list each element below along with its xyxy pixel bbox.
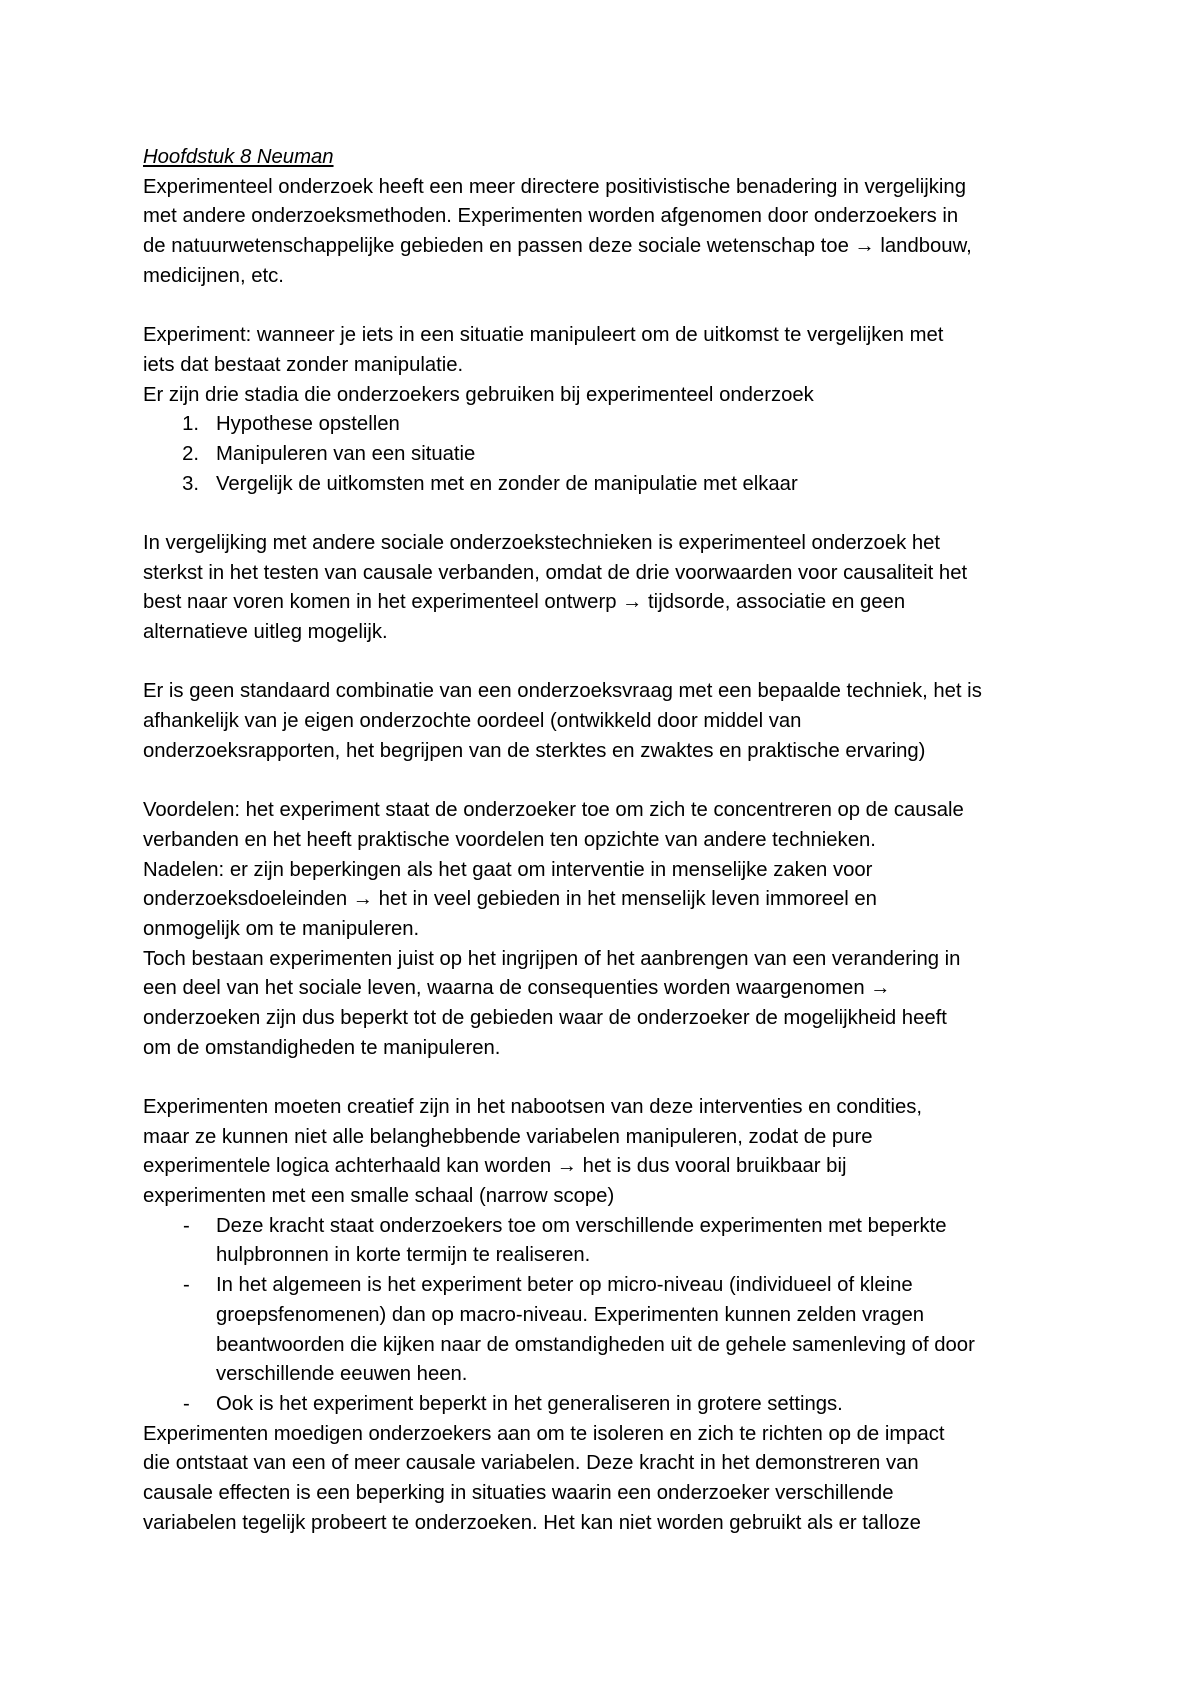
text-line: Voordelen: het experiment staat de onderzoeker toe om zich te concentreren op de causale (143, 799, 964, 822)
causality-paragraph (143, 529, 1073, 648)
text-line: onderzoeksrapporten, het begrijpen van de sterktes en zwaktes en praktische ervaring) (143, 739, 926, 762)
text-line: Experimenteel onderzoek heeft een meer directere positivistische benadering in vergelijking (143, 175, 966, 198)
text-line: Er zijn drie stadia die onderzoekers gebruiken bij experimenteel onderzoek (143, 383, 814, 406)
list-item-text: Vergelijk de uitkomsten met en zonder de manipulatie met elkaar (216, 472, 798, 495)
standard-paragraph (143, 677, 1073, 766)
list-number: 3. (182, 472, 199, 495)
text-line: Nadelen: er zijn beperkingen als het gaat om interventie in menselijke zaken voor (143, 858, 873, 881)
text-line: onderzoeksdoeleinden → het in veel gebieden in het menselijk leven immoreel en (143, 888, 877, 911)
bullet-text: Ook is het experiment beperkt in het generaliseren in grotere settings. (216, 1392, 843, 1415)
text-line: causale effecten is een beperking in situaties waarin een onderzoeker verschillende (143, 1481, 894, 1504)
closing-paragraph (143, 1420, 1073, 1539)
stages-list (143, 410, 1073, 499)
paragraph-spacer (143, 766, 1073, 796)
bullet-dash: - (183, 1392, 190, 1415)
text-line: experimenten met een smalle schaal (narrow scope) (143, 1185, 615, 1208)
bullet-text: hulpbronnen in korte termijn te realiseren. (216, 1244, 591, 1267)
list-item (143, 470, 1073, 500)
text-line: iets dat bestaat zonder manipulatie. (143, 353, 464, 376)
pros-cons-paragraph (143, 796, 1073, 1063)
bullet-item (143, 1271, 1073, 1301)
text-line: maar ze kunnen niet alle belanghebbende variabelen manipuleren, zodat de pure (143, 1125, 873, 1148)
paragraph-spacer (143, 499, 1073, 529)
text-line: alternatieve uitleg mogelijk. (143, 621, 388, 643)
document-page (143, 143, 1073, 1538)
bullet-dash: - (183, 1214, 190, 1237)
list-number: 2. (182, 442, 199, 465)
text-line: onderzoeken zijn dus beperkt tot de gebieden waar de onderzoeker de mogelijkheid heeft (143, 1006, 947, 1029)
text-line: experimentele logica achterhaald kan worden → het is dus vooral bruikbaar bij (143, 1155, 847, 1178)
creative-paragraph (143, 1093, 1073, 1212)
text-line: best naar voren komen in het experimenteel ontwerp → tijdsorde, associatie en geen (143, 591, 906, 614)
paragraph-spacer (143, 1063, 1073, 1093)
list-item (143, 440, 1073, 470)
bullet-text: verschillende eeuwen heen. (216, 1363, 468, 1386)
bullet-text: beantwoorden die kijken naar de omstandigheden uit de gehele samenleving of door (216, 1333, 975, 1356)
text-line: die ontstaat van een of meer causale variabelen. Deze kracht in het demonstreren van (143, 1452, 919, 1475)
bullet-text: In het algemeen is het experiment beter op micro-niveau (individueel of kleine (216, 1274, 913, 1297)
list-item-text: Manipuleren van een situatie (216, 442, 476, 465)
document-title: Hoofdstuk 8 Neuman (143, 146, 334, 168)
definition-paragraph (143, 321, 1073, 410)
bullet-dash: - (183, 1274, 190, 1297)
text-line: sterkst in het testen van causale verbanden, omdat de drie voorwaarden voor causaliteit het (143, 561, 968, 584)
bullet-list (143, 1212, 1073, 1420)
text-line: Toch bestaan experimenten juist op het ingrijpen of het aanbrengen van een verandering in (143, 947, 961, 970)
text-line: medicijnen, etc. (143, 264, 284, 287)
paragraph-spacer (143, 648, 1073, 678)
text-line: een deel van het sociale leven, waarna de consequenties worden waargenomen → (143, 977, 891, 1000)
paragraph-spacer (143, 291, 1073, 321)
text-line: In vergelijking met andere sociale onderzoekstechnieken is experimenteel onderzoek het (143, 531, 941, 554)
text-line: Er is geen standaard combinatie van een onderzoeksvraag met een bepaalde techniek, het is (143, 680, 982, 703)
list-number: 1. (182, 413, 199, 436)
text-line: afhankelijk van je eigen onderzochte oordeel (ontwikkeld door middel van (143, 710, 802, 733)
bullet-item (143, 1212, 1073, 1242)
text-line: verbanden en het heeft praktische voordelen ten opzichte van andere technieken. (143, 828, 876, 851)
text-line: onmogelijk om te manipuleren. (143, 917, 420, 940)
text-line: om de omstandigheden te manipuleren. (143, 1036, 501, 1059)
intro-paragraph (143, 173, 1073, 292)
list-item-text: Hypothese opstellen (216, 413, 400, 436)
text-line: Experiment: wanneer je iets in een situatie manipuleert om de uitkomst te vergelijken met (143, 324, 944, 347)
text-line: met andere onderzoeksmethoden. Experimenten worden afgenomen door onderzoekers in (143, 205, 959, 228)
bullet-text: groepsfenomenen) dan op macro-niveau. Experimenten kunnen zelden vragen (216, 1303, 925, 1326)
text-line: de natuurwetenschappelijke gebieden en passen deze sociale wetenschap toe → landbouw, (143, 235, 972, 258)
list-item (143, 410, 1073, 440)
text-line: Experimenten moedigen onderzoekers aan om te isoleren en zich te richten op de impact (143, 1422, 945, 1445)
text-line: variabelen tegelijk probeert te onderzoeken. Het kan niet worden gebruikt als er talloze (143, 1511, 921, 1534)
bullet-item (143, 1390, 1073, 1420)
bullet-text: Deze kracht staat onderzoekers toe om verschillende experimenten met beperkte (216, 1214, 947, 1237)
text-line: Experimenten moeten creatief zijn in het nabootsen van deze interventies en condities, (143, 1096, 923, 1118)
